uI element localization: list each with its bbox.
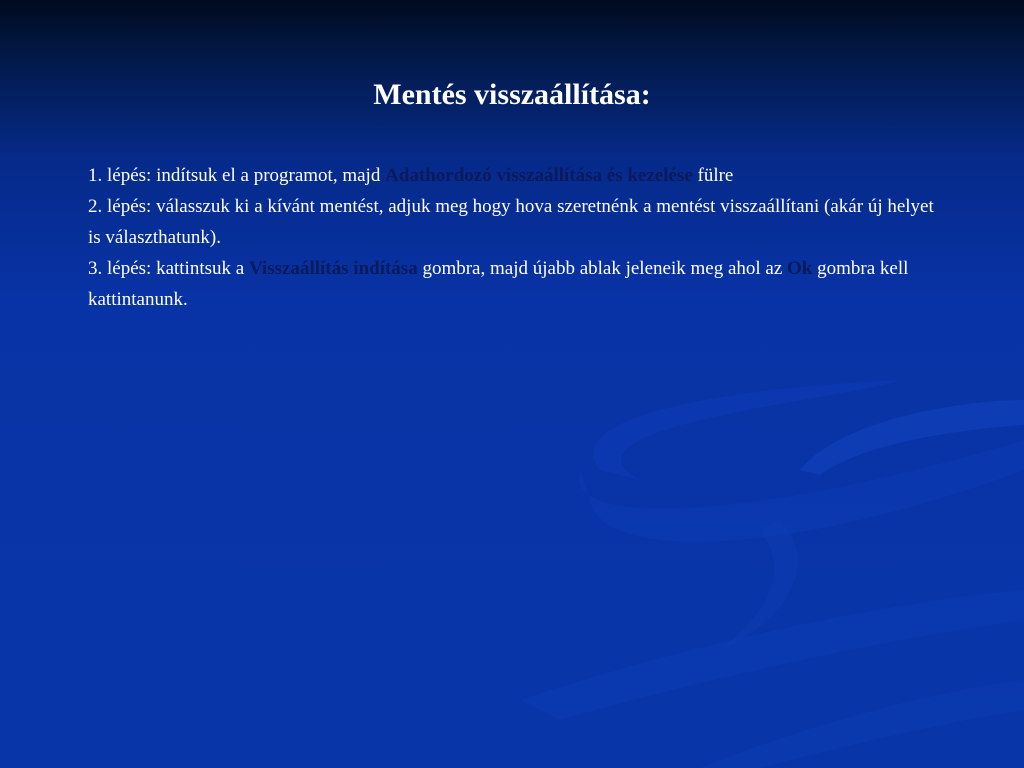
step-2: 2. lépés: válasszuk ki a kívánt mentést, adjuk meg hogy hova szeretnénk a mentést visszaállítani (akár új helyet is választhatunk). [88,196,934,248]
step-3-highlight-ok: Ok [787,258,813,279]
step-3-text-before: 3. lépés: kattintsuk a [88,258,249,279]
step-1 [88,160,948,191]
slide-title: Mentés visszaállítása: [373,78,651,111]
step-1-text-before: 1. lépés: indítsuk el a programot, majd [88,165,386,186]
step-3 [88,253,948,315]
step-3-highlight-button-name: Visszaállítás indítása [248,258,418,279]
step-1-text-after: fülre [692,165,734,186]
step-3-text-after: gombra kell kattintanunk. [88,258,909,310]
step-1-highlight-tab-name: Adathordozó visszaállítása és kezelése [385,165,693,186]
steps-list [88,160,948,315]
step-3-text-middle: gombra, majd újabb ablak jeleneik meg ahol az [417,258,788,279]
